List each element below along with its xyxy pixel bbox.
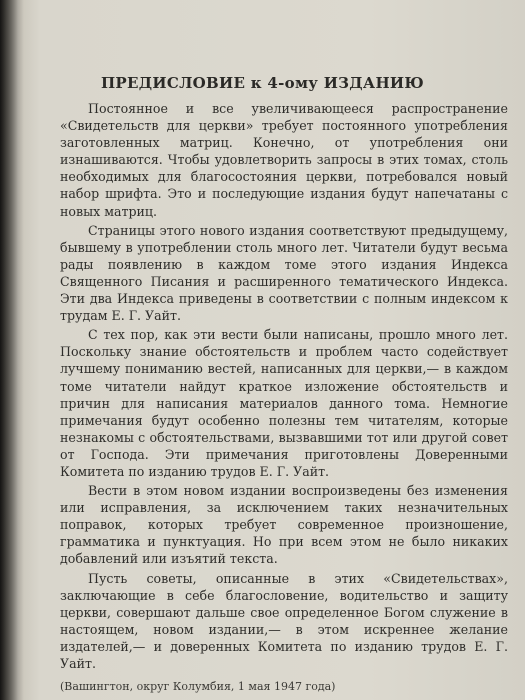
paragraph-1: Постоянное и все увеличивающееся распространение «Свидетельств для церкви» требует постоянного употребления заготовленных матриц. Конечно, от употребления они изнашиваются. Чтобы удовлетворить запросы в этих томах, столь необходимых для благосостояния церкви, потребовался новый набор шрифта. Это и последующие издания будут напечатаны с новых матриц. — [60, 101, 508, 219]
body-text — [60, 100, 508, 695]
paragraph-5: Пусть советы, описанные в этих «Свидетельствах», заключающие в себе благословение, водительство и защиту церкви, совершают дальше свое определенное Богом служение в настоящем, новом издании,— в этом искреннее желание издателей,— и доверенных Комитета по изданию трудов Е. Г. Уайт. — [60, 570, 508, 671]
page-title: ПРЕДИСЛОВИЕ к 4-ому ИЗДАНИЮ — [100, 74, 425, 92]
book-gutter-shadow — [0, 0, 24, 700]
date-signature: (Вашингтон, округ Колумбия, 1 мая 1947 года) — [60, 680, 336, 694]
paragraph-2: Страницы этого нового издания соответствуют предыдущему, бывшему в употреблении столь много лет. Читатели будут весьма рады появлению в каждом томе этого издания Индекса Священного Писания и расширенного тематического Индекса. Эти два Индекса приведены в соответствии с полным индексом к трудам Е. Г. Уайт. — [60, 222, 508, 324]
paragraph-3: С тех пор, как эти вести были написаны, прошло много лет. Поскольку знание обстоятельств и проблем часто содействует лучшему пониманию вестей, написанных для церкви,— в каждом томе читатели найдут краткое изложение обстоятельств и причин для написания материалов данного тома. Немногие примечания будут особенно полезны тем читателям, которые незнакомы с обстоятельствами, вызвавшими тот или другой совет от Господа. Эти примечания приготовлены Доверенными Комитета по изданию трудов Е. Г. Уайт. — [60, 327, 508, 479]
paragraph-4: Вести в этом новом издании воспроизведены без изменения или исправления, за исключением таких незначительных поправок, которых требует современное произношение, грамматика и пунктуация. Но при всем этом не было никаких добавлений или изъятий текста. — [60, 483, 508, 567]
